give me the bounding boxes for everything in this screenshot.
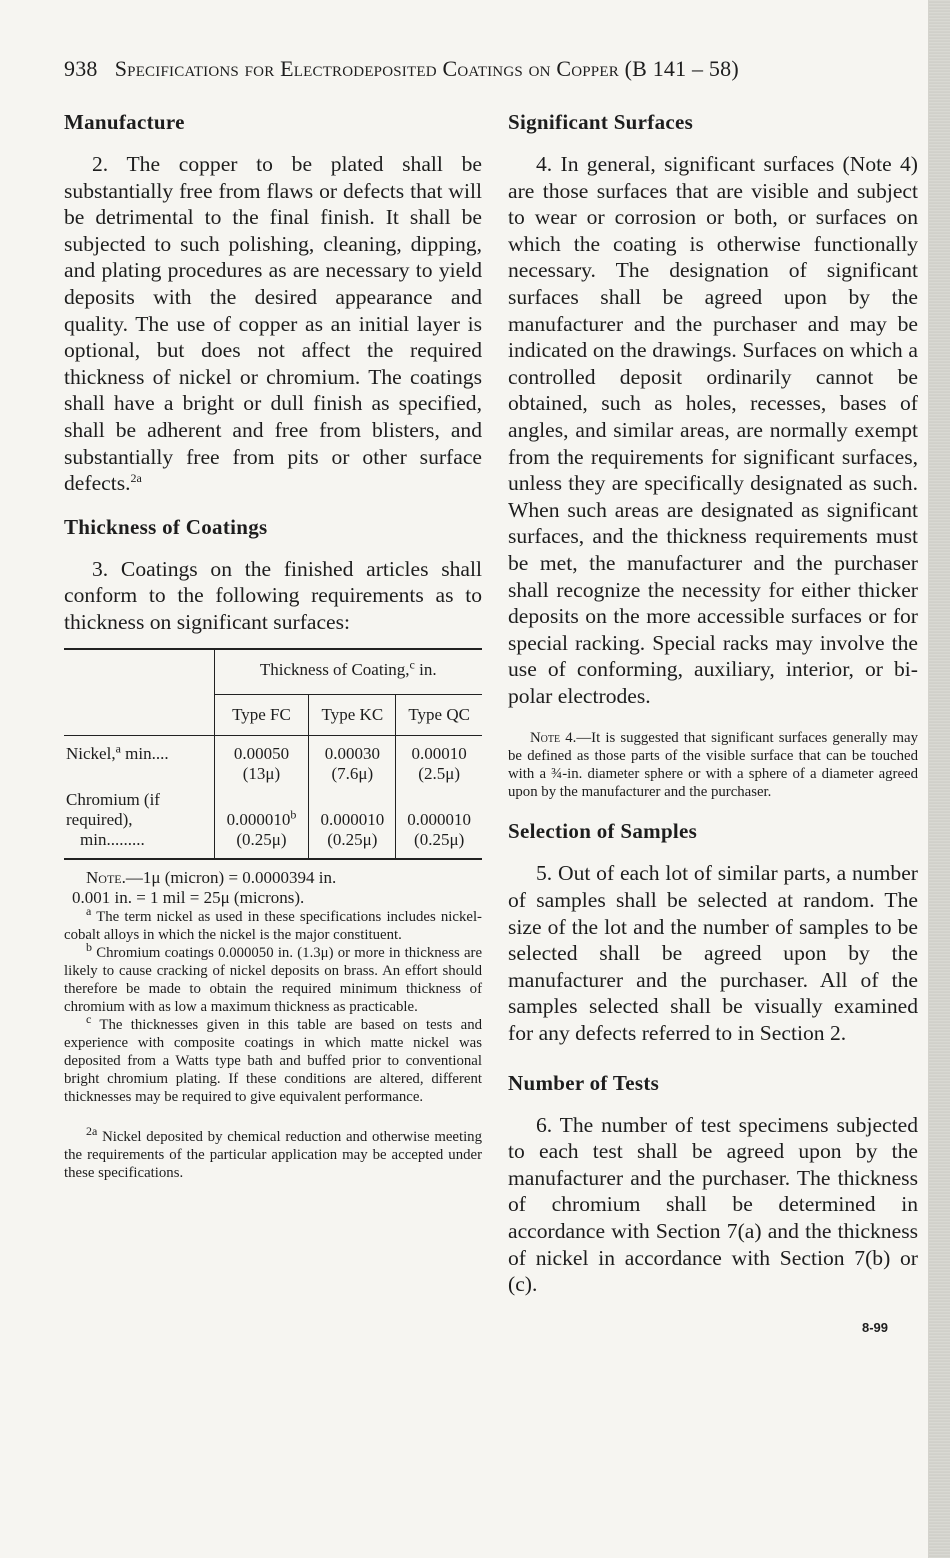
paragraph-4: 4. In general, significant surfaces (Note 4) are those surfaces that are visible and subject to wear or corrosion or both, or surfaces on which the coating is otherwise functionally necessary. The designation of significant surfaces shall be agreed upon by the manufacturer and the purchaser and may be indicated on the drawings. Surfaces on which a controlled deposit ordinarily cannot be obtained, such as holes, recesses, bases of angles, and similar areas, are normally exempt from the requirements for significant surfaces, unless they are specifically designated as such. When such areas are designated as significant surfaces, and the thickness requirements must be met, the manufacturer and the purchaser shall recognize the necessity for either thicker deposits on the more accessible surfaces or for special racking. Special racks may involve the use of conforming, auxiliary, interior, or bi-polar electrodes.: [508, 152, 918, 708]
table-unit-note-2: 0.001 in. = 1 mil = 25μ (microns).: [72, 887, 305, 907]
note-4: Note 4.—It is suggested that significant surfaces generally may be defined as those parts of the visible surface that can be touched with a ¾-in. diameter sphere or with a sphere of a diameter agreed upon by the manufacturer and the purchaser.: [508, 730, 918, 801]
thickness-table: [64, 648, 482, 860]
section-number-of-tests: [508, 1112, 918, 1298]
cell-nickel-kc: 0.00030 (7.6μ): [309, 735, 396, 784]
table-footnotes: [64, 868, 482, 1106]
table-row: [64, 784, 482, 859]
running-header: [64, 56, 924, 82]
col-type-qc: Type QC: [396, 694, 482, 735]
table-row: [64, 735, 482, 784]
col-type-fc: Type FC: [214, 694, 309, 735]
page-edge-shading: [928, 0, 950, 1558]
left-column: [64, 110, 482, 1182]
footnote-c: $^c$ The thicknesses given in this table are based on tests and experience with composite coatings in which matte nickel was deposited from a Watts type bath and buffed prior to conventional bright chromium plating. If these conditions are altered, different thicknesses may be required to give equivalent performance.: [64, 1011, 482, 1105]
row-label-nickel: Nickel,$^a$ min....: [66, 740, 169, 763]
header-title: Specifications for Electrodeposited Coatings on Copper: [114, 56, 619, 81]
heading-significant-surfaces: Significant Surfaces: [508, 110, 694, 134]
footnote-2a: $^{2a}$ Nickel deposited by chemical reduction and otherwise meeting the requirements of the particular application may be accepted under these specifications.: [64, 1123, 482, 1181]
section-thickness: [64, 556, 482, 636]
table-group-header: Thickness of Coating,$^c$ in.: [214, 649, 482, 695]
table-unit-note: Note.—1μ (micron) = 0.0000394 in.: [86, 867, 337, 887]
heading-number-of-tests: Number of Tests: [508, 1070, 660, 1095]
section-selection-of-samples: [508, 860, 918, 1046]
footnote-ref-2a: 2a: [130, 470, 142, 485]
section-manufacture: [64, 151, 482, 497]
section-significant-surfaces: [508, 151, 918, 709]
paragraph-2: 2. The copper to be plated shall be substantially free from flaws or defects that will be detrimental to the final finish. It shall be subjected to such polishing, cleaning, dipping, and plating procedures as are necessary to yield deposits with the desired appearance and quality. The use of copper as an initial layer is optional, but does not affect the required thickness of nickel or chromium. The coatings shall have a bright or dull finish as specified, shall be adherent and free from blisters, and substantially free from pits or other surface defects.$^{2a}$: [64, 152, 482, 496]
heading-manufacture: Manufacture: [64, 110, 185, 134]
paragraph-6: 6. The number of test specimens subjected to each test shall be agreed upon by the manufacturer and the purchaser. The thickness of chromium shall be determined in accordance with Section 7(a) and the thickness of nickel in accordance with Section 7(b) or (c).: [508, 1112, 918, 1297]
col-type-kc: Type KC: [309, 694, 396, 735]
row-label-chromium: Chromium (if required), min.........: [66, 789, 160, 849]
header-designation: (B 141 – 58): [624, 56, 739, 81]
cell-nickel-fc: 0.00050 (13μ): [214, 735, 309, 784]
cell-chromium-kc: 0.000010 (0.25μ): [309, 784, 396, 859]
page-number: 938: [64, 56, 98, 81]
right-column: [508, 110, 918, 1335]
footnote-a: $^a$ The term nickel as used in these specifications includes nickel-cobalt alloys in which the nickel is the major constituent.: [64, 903, 482, 943]
cell-chromium-qc: 0.000010 (0.25μ): [396, 784, 482, 859]
cell-nickel-qc: 0.00010 (2.5μ): [396, 735, 482, 784]
heading-selection-of-samples: Selection of Samples: [508, 819, 698, 844]
cell-chromium-fc: 0.000010$^b$ (0.25μ): [214, 784, 309, 859]
paragraph-3: 3. Coatings on the finished articles shall conform to the following requirements as to thickness on significant surfaces:: [64, 556, 482, 634]
footer-page-code: 8-99: [861, 1319, 888, 1335]
footnote-b: $^b$ Chromium coatings 0.000050 in. (1.3μ) or more in thickness are likely to cause cracking of nickel deposits on brass. An effort should therefore be made to obtain the required minimum thickness of chromium with as low a maximum thickness as practicable.: [64, 939, 483, 1015]
heading-thickness: Thickness of Coatings: [64, 514, 268, 539]
paragraph-5: 5. Out of each lot of similar parts, a number of samples shall be selected at random. The size of the lot and the number of samples to be selected shall be agreed upon by the manufacturer and the purchaser. All of the samples selected shall be visually examined for any defects referred to in Section 2.: [508, 861, 918, 1046]
